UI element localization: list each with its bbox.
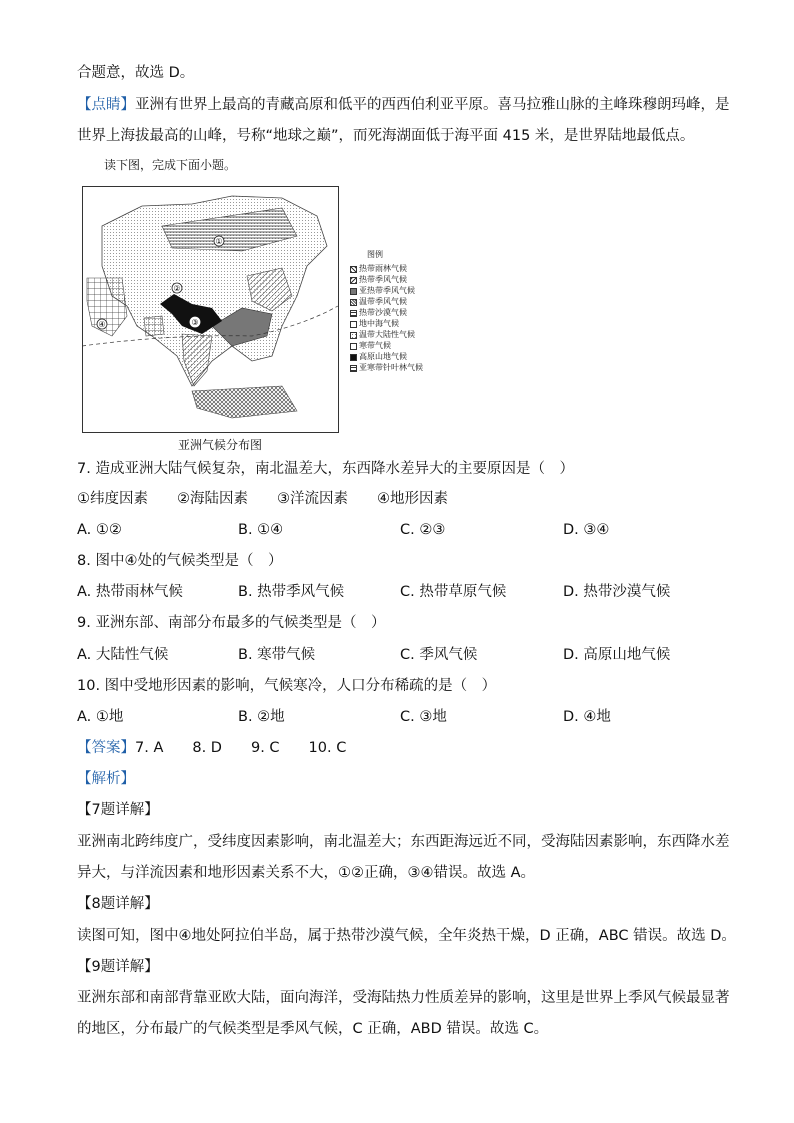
q9-option-a: A. 大陆性气候	[77, 647, 169, 663]
q8-option-b: B. 热带季风气候	[238, 584, 345, 600]
legend-swatch	[350, 310, 357, 317]
marker-3-label: ③	[191, 318, 199, 327]
zone-desert-2	[144, 316, 164, 336]
q8-option-c: C. 热带草原气候	[400, 584, 507, 600]
marker-1-label: ①	[215, 237, 223, 246]
legend-item	[350, 297, 407, 307]
legend-swatch	[350, 354, 357, 361]
legend-label: 寒带气候	[359, 341, 391, 350]
tips-paragraph	[77, 95, 730, 115]
map-prompt: 读下图，完成下面小题。	[104, 158, 237, 172]
legend-label: 热带季风气候	[359, 275, 407, 284]
legend-label: 地中海气候	[359, 319, 399, 328]
answer-text: 7. A 8. D 9. C 10. C	[135, 740, 347, 756]
legend-item	[350, 286, 415, 296]
legend-label: 温带季风气候	[359, 297, 407, 306]
q9-option-c: C. 季风气候	[400, 647, 478, 663]
legend-swatch	[350, 343, 357, 350]
asia-climate-map	[82, 186, 339, 433]
legend-item	[350, 319, 399, 329]
q8-stem: 8. 图中④处的气候类型是（ ）	[77, 553, 283, 569]
q9-option-d: D. 高原山地气候	[563, 647, 671, 663]
q8-option-d: D. 热带沙漠气候	[563, 584, 671, 600]
d9-line-1: 亚洲东部和南部背靠亚欧大陆，面向海洋，受海陆热力性质差异的影响，这里是世界上季风气候最显著	[77, 990, 730, 1006]
q9-stem: 9. 亚洲东部、南部分布最多的气候类型是（ ）	[77, 615, 386, 631]
legend-item	[350, 275, 407, 285]
legend-label: 温带大陆性气候	[359, 330, 415, 339]
map-caption: 亚洲气候分布图	[178, 438, 263, 452]
marker-1	[214, 236, 224, 246]
legend-label: 热带雨林气候	[359, 264, 407, 273]
d8-tag: 【8题详解】	[77, 896, 159, 912]
legend-label: 亚热带季风气候	[359, 286, 415, 295]
tips-tag: 【点睛】	[77, 97, 135, 113]
legend-swatch	[350, 288, 357, 295]
q8-option-a: A. 热带雨林气候	[77, 584, 183, 600]
q10-option-b: B. ②地	[238, 709, 285, 725]
q7-option-d: D. ③④	[563, 522, 610, 538]
q10-option-a: A. ①地	[77, 709, 124, 725]
legend-swatch	[350, 277, 357, 284]
q7-factors: ①纬度因素 ②海陆因素 ③洋流因素 ④地形因素	[77, 491, 448, 507]
legend-label: 高原山地气候	[359, 352, 407, 361]
legend-item	[350, 341, 391, 351]
legend-title: 图例	[367, 250, 383, 259]
q7-option-c: C. ②③	[400, 522, 446, 538]
answer-line	[77, 738, 346, 758]
intro-end-text: 合题意，故选 D。	[77, 65, 195, 81]
legend-label: 热带沙漠气候	[359, 308, 407, 317]
legend-item	[350, 363, 423, 373]
tips-line-2: 世界上海拔最高的山峰，号称“地球之巅”，而死海湖面低于海平面 415 米，是世界陆地最低点。	[77, 128, 695, 144]
d9-line-2: 的地区，分布最广的气候类型是季风气候，C 正确，ABD 错误。故选 C。	[77, 1021, 549, 1037]
d7-line-1: 亚洲南北跨纬度广，受纬度因素影响，南北温差大；东西距海远近不同，受海陆因素影响，东西降水差	[77, 834, 730, 850]
q9-option-b: B. 寒带气候	[238, 647, 316, 663]
q7-option-a: A. ①②	[77, 522, 122, 538]
answer-tag: 【答案】	[77, 740, 135, 756]
q7-stem: 7. 造成亚洲大陆气候复杂，南北温差大，东西降水差异大的主要原因是（ ）	[77, 461, 574, 477]
q10-option-d: D. ④地	[563, 709, 611, 725]
marker-3	[190, 317, 200, 327]
analysis-tag: 【解析】	[77, 771, 135, 787]
legend-item	[350, 264, 407, 274]
tips-line-1: 亚洲有世界上最高的青藏高原和低平的西西伯利亚平原。喜马拉雅山脉的主峰珠穆朗玛峰，是	[135, 97, 730, 113]
marker-4	[97, 319, 107, 329]
legend-label: 亚寒带针叶林气候	[359, 363, 423, 372]
legend-swatch	[350, 332, 357, 339]
marker-4-label: ④	[98, 320, 106, 329]
legend-item	[350, 352, 407, 362]
legend-swatch	[350, 266, 357, 273]
q10-stem: 10. 图中受地形因素的影响，气候寒冷，人口分布稀疏的是（ ）	[77, 678, 497, 694]
q7-option-b: B. ①④	[238, 522, 284, 538]
d9-tag: 【9题详解】	[77, 959, 159, 975]
marker-2-label: ②	[173, 284, 181, 293]
legend-swatch	[350, 321, 357, 328]
legend-item	[350, 308, 407, 318]
marker-2	[172, 283, 182, 293]
d8-line-1: 读图可知，图中④地处阿拉伯半岛，属于热带沙漠气候，全年炎热干燥，D 正确，ABC 错误。故选 D。	[77, 928, 736, 944]
d7-line-2: 异大，与洋流因素和地形因素关系不大，①②正确，③④错误。故选 A。	[77, 865, 536, 881]
q10-option-c: C. ③地	[400, 709, 447, 725]
legend-swatch	[350, 299, 357, 306]
d7-tag: 【7题详解】	[77, 802, 159, 818]
legend-item	[350, 330, 415, 340]
legend-swatch	[350, 365, 357, 372]
